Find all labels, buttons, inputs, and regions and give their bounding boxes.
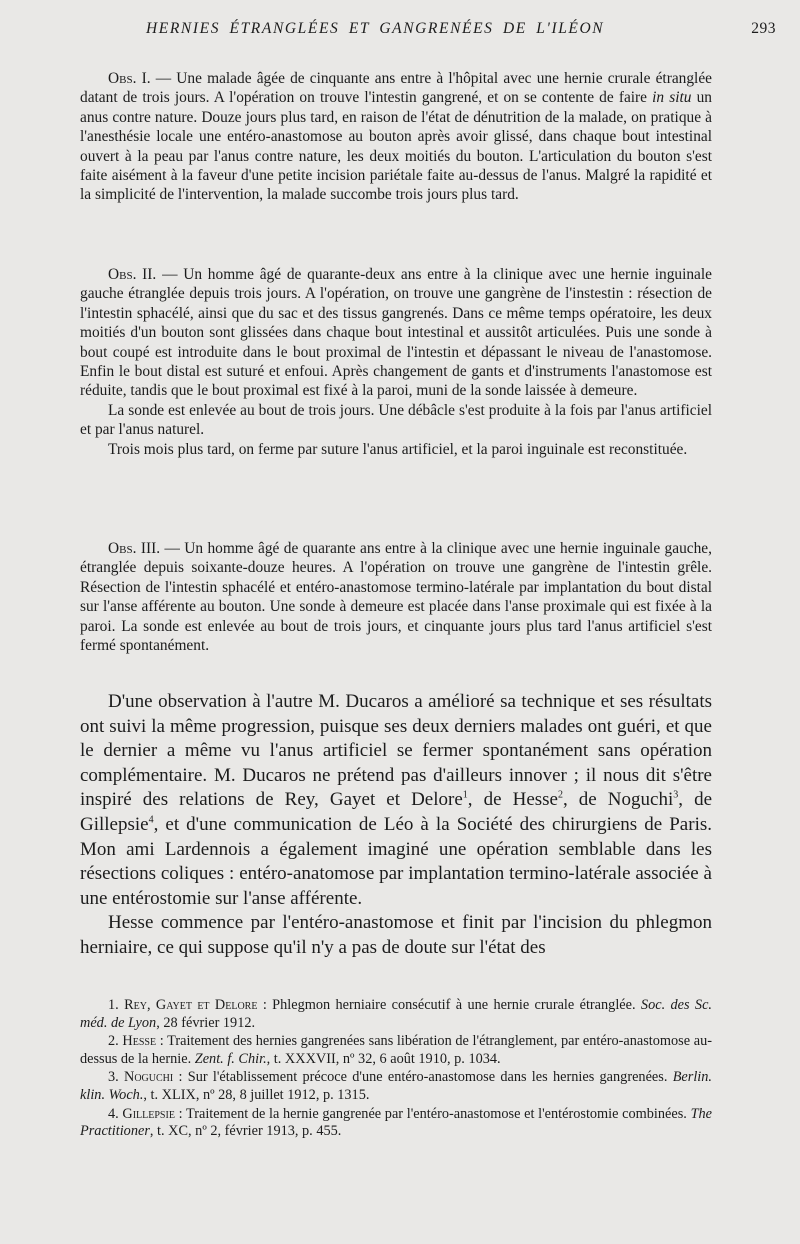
footnote-text: : Sur l'établissement précoce d'une entéro-anastomose dans les hernies gangrenées. bbox=[173, 1069, 673, 1086]
footnote-journal: The Practitioner bbox=[80, 1105, 713, 1140]
footnote-author: Hesse bbox=[122, 1033, 157, 1050]
main-text bbox=[80, 690, 712, 961]
observation-3-paragraph bbox=[80, 539, 712, 655]
footnote-author: Gillepsie bbox=[122, 1105, 175, 1122]
observation-1 bbox=[80, 69, 712, 205]
observation-3-label: Obs. III. bbox=[108, 540, 161, 557]
observation-1-label: Obs. I. bbox=[108, 70, 151, 87]
footnote-ref-1: 1 bbox=[462, 790, 468, 802]
main-text-segment: D'une observation à l'autre M. Ducaros a amélioré sa technique et ses résultats ont suivi la même progression, puisque ses deux derniers malades ont guéri, et que le dernier a même vu l'anus artificiel se fermer spontanément sans opération complémentaire. M. Ducaros ne prétend pas d'ailleurs innover ; il nous dit s'être inspiré des relations de Rey, Gayet et Delore bbox=[80, 691, 712, 811]
running-header bbox=[0, 20, 800, 44]
observation-2-paragraph-1 bbox=[80, 265, 712, 401]
footnote-tail: , t. XXXVII, nº 32, 6 août 1910, p. 1034. bbox=[266, 1050, 501, 1067]
footnote-tail: , t. XLIX, nº 28, 8 juillet 1912, p. 1315. bbox=[143, 1086, 370, 1103]
observation-3-text: — Un homme âgé de quarante ans entre à la clinique avec une hernie inguinale gauche, étranglée depuis soixante-douze heures. A l'opération on trouve une gangrène de l'intestin grêle. Résection de l'intestin sphacélé et entéro-anastomose termino-latérale par implantation du bout distal sur l'anse afférente au bouton. Une sonde à demeure est placée dans l'anse proximale qui est fixée à la paroi. La sonde est enlevée au bout de trois jours, et cinquante jours plus tard l'anus artificiel s'est fermé spontanément. bbox=[80, 540, 712, 655]
main-paragraph-1 bbox=[80, 690, 712, 911]
footnote-4 bbox=[80, 1106, 712, 1141]
footnote-journal: Berlin. klin. Woch. bbox=[80, 1069, 712, 1103]
running-title: HERNIES ÉTRANGLÉES ET GANGRENÉES DE L'ILÉON bbox=[146, 20, 605, 37]
footnote-3 bbox=[80, 1069, 712, 1104]
footnote-ref-4: 4 bbox=[148, 814, 154, 826]
in-situ-term: in situ bbox=[652, 89, 692, 107]
footnote-ref-3: 3 bbox=[673, 790, 679, 802]
main-text-segment: , de Hesse bbox=[467, 789, 558, 811]
footnote-2 bbox=[80, 1033, 712, 1068]
footnote-tail: , 28 février 1912. bbox=[156, 1014, 256, 1031]
footnote-author: Rey, Gayet et Delore bbox=[124, 997, 258, 1013]
observation-2-paragraph-3: Trois mois plus tard, on ferme par suture l'anus artificiel, et la paroi inguinale est reconstituée. bbox=[108, 440, 688, 458]
observation-1-paragraph bbox=[80, 69, 712, 205]
main-text-segment: , de Noguchi bbox=[562, 789, 674, 811]
observation-2 bbox=[80, 265, 712, 459]
observation-1-text: — Une malade âgée de cinquante ans entre à l'hôpital avec une hernie crurale étranglée datant de trois jours. A l'opération on trouve l'intestin gangrené, et on se contente de faire bbox=[80, 70, 712, 107]
main-text-segment: , de Gillepsie bbox=[80, 789, 713, 835]
footnote-tail: , t. XC, nº 2, février 1913, p. 455. bbox=[149, 1123, 342, 1140]
footnote-number: 1. bbox=[108, 997, 125, 1013]
main-text-segment: , et d'une communication de Léo à la Société des chirurgiens de Paris. Mon ami Lardennois a également imaginé une opération semblable dans les résections coliques : entéro-anatomose par implantation termino-latérale associée à une entérostomie sur l'anse afférente. bbox=[80, 813, 712, 909]
footnote-text: : Phlegmon herniaire consécutif à une hernie crurale étranglée. bbox=[257, 997, 641, 1013]
footnote-text: : Traitement des hernies gangrenées sans libération de l'étranglement, par entéro-anastomose au-dessus de la hernie. bbox=[80, 1033, 712, 1067]
observation-3 bbox=[80, 539, 712, 655]
footnote-number: 4. bbox=[108, 1105, 123, 1122]
footnotes bbox=[80, 997, 712, 1141]
observation-2-label: Obs. II. bbox=[108, 266, 157, 283]
footnote-ref-2: 2 bbox=[557, 790, 563, 802]
footnote-1 bbox=[80, 997, 712, 1032]
footnote-journal: Zent. f. Chir. bbox=[194, 1050, 267, 1067]
main-paragraph-2: Hesse commence par l'entéro-anastomose et finit par l'incision du phlegmon herniaire, ce qui suppose qu'il n'y a pas de doute sur l'état des bbox=[80, 912, 712, 958]
observation-1-text-2: un anus contre nature. Douze jours plus tard, en raison de l'état de dénutrition de la malade, on pratique à l'anesthésie locale une entéro-anastomose au bouton après avoir glissé, dans chaque bout intestinal ouvert à la peau par l'anus contre nature, les deux moitiés du bouton. L'articulation du bouton s'est faite aisément à la faveur d'une petite incision pariétale faite au-dessus de l'anus. Malgré la rapidité et la simplicité de l'intervention, la malade succombe trois jours plus tard. bbox=[80, 89, 712, 204]
footnote-text: : Traitement de la hernie gangrenée par l'entéro-anastomose et l'entérostomie combinées. bbox=[174, 1105, 691, 1122]
footnote-number: 2. bbox=[108, 1033, 123, 1050]
footnote-journal: Soc. des Sc. méd. de Lyon bbox=[80, 997, 712, 1031]
footnote-number: 3. bbox=[108, 1069, 124, 1086]
observation-2-paragraph-2: La sonde est enlevée au bout de trois jours. Une débâcle s'est produite à la fois par l'anus artificiel et par l'anus naturel. bbox=[80, 401, 712, 439]
observation-2-text: — Un homme âgé de quarante-deux ans entre à la clinique avec une hernie inguinale gauche étranglée depuis trois jours. A l'opération, on trouve une gangrène de l'instestin : résection de l'intestin sphacélé, ainsi que du sac et des tissus gangrenés. Dans ce même temps opératoire, les deux moitiés d'un bouton sont glissées dans chaque bout intestinal et aussitôt articulées. Puis une sonde à bout coupé est introduite dans le bout proximal de l'intestin et dépassant le niveau de l'anastomose. Enfin le bout distal est suturé et enfoui. Après changement de gants et d'instruments l'anastomose est réduite, tandis que le bout proximal est fixé à la paroi, muni de la sonde laissée à demeure. bbox=[80, 266, 712, 400]
footnote-author: Noguchi bbox=[124, 1069, 174, 1086]
page-number: 293 bbox=[751, 20, 776, 37]
